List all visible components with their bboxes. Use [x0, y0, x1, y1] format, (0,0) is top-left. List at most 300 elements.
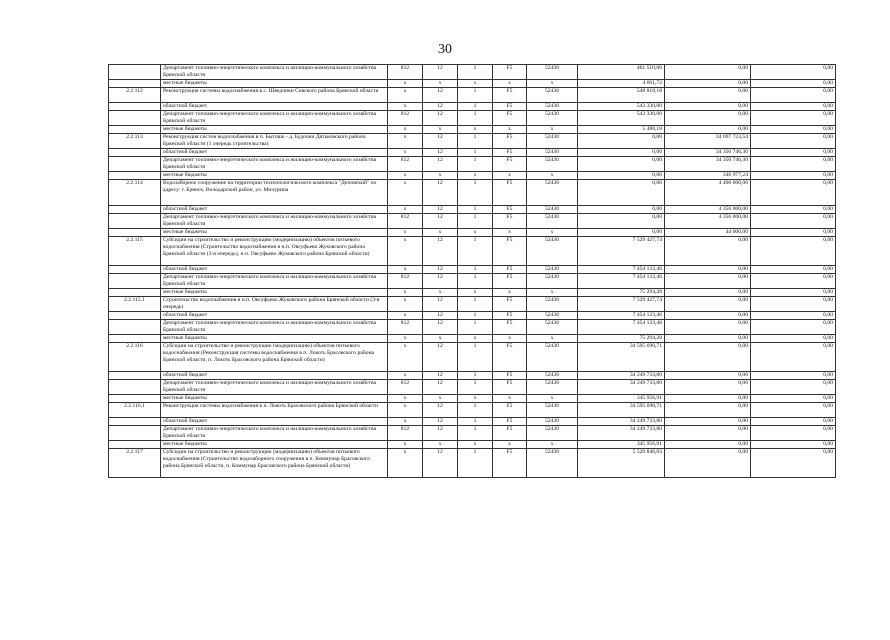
row-name: областной бюджет	[161, 265, 388, 273]
row-amount-year-3: 0,00	[751, 80, 836, 88]
row-amount-year-2: 0,00	[665, 311, 751, 319]
row-grbs: 812	[388, 111, 423, 126]
table-row	[109, 440, 836, 448]
row-amount-year-2: 0,00	[665, 402, 751, 417]
row-amount-year-3: 0,00	[751, 236, 836, 265]
row-grbs: x	[388, 311, 423, 319]
row-amount-year-1: 7 529 427,74	[578, 296, 665, 311]
row-name: Реконструкция системы водоснабжения в п. Локоть Брасовского района Брянской области	[161, 402, 388, 417]
row-name: местные бюджеты	[161, 440, 388, 448]
row-grbs: x	[388, 103, 423, 111]
row-subsection: 1	[458, 213, 493, 228]
row-code	[109, 417, 161, 425]
row-amount-year-3: 0,00	[751, 417, 836, 425]
row-section: 12	[423, 213, 458, 228]
row-code	[109, 157, 161, 172]
row-section: x	[423, 172, 458, 180]
row-expense-type: x	[527, 228, 578, 236]
table-row	[109, 288, 836, 296]
table-row	[109, 111, 836, 126]
row-subsection: 1	[458, 134, 493, 149]
row-code	[109, 149, 161, 157]
row-subsection: 1	[458, 88, 493, 103]
row-subsection: x	[458, 228, 493, 236]
row-grbs: x	[388, 236, 423, 265]
row-grbs: 812	[388, 425, 423, 440]
row-expense-type: 52430	[527, 311, 578, 319]
row-expense-type: 52430	[527, 103, 578, 111]
row-amount-year-2: 34 350 746,30	[665, 157, 751, 172]
row-subsection: x	[458, 126, 493, 134]
row-target-item: x	[493, 394, 527, 402]
row-amount-year-2: 0,00	[665, 371, 751, 379]
table-row	[109, 448, 836, 477]
row-code	[109, 311, 161, 319]
row-expense-type: 52430	[527, 134, 578, 149]
row-name: областной бюджет	[161, 205, 388, 213]
row-amount-year-3: 0,00	[751, 288, 836, 296]
row-subsection: x	[458, 334, 493, 342]
row-amount-year-3: 0,00	[751, 172, 836, 180]
table-row	[109, 273, 836, 288]
row-amount-year-1: 543 330,00	[578, 103, 665, 111]
table-row	[109, 311, 836, 319]
row-name: местные бюджеты	[161, 80, 388, 88]
row-name: областной бюджет	[161, 149, 388, 157]
row-grbs: 812	[388, 379, 423, 394]
row-expense-type: 52430	[527, 88, 578, 103]
row-amount-year-1: 34 595 690,71	[578, 402, 665, 417]
row-section: x	[423, 80, 458, 88]
row-target-item: F5	[493, 319, 527, 334]
table-row	[109, 236, 836, 265]
row-code	[109, 228, 161, 236]
row-subsection: 1	[458, 205, 493, 213]
row-amount-year-1: 543 330,00	[578, 111, 665, 126]
row-amount-year-1: 7 454 133,46	[578, 273, 665, 288]
row-subsection: 1	[458, 157, 493, 172]
row-name: местные бюджеты	[161, 126, 388, 134]
row-amount-year-1: 7 454 133,46	[578, 265, 665, 273]
row-amount-year-3: 0,00	[751, 425, 836, 440]
row-amount-year-2: 4 400 000,00	[665, 180, 751, 206]
row-expense-type: 52430	[527, 417, 578, 425]
row-subsection: 1	[458, 296, 493, 311]
row-amount-year-1: 345 956,91	[578, 440, 665, 448]
row-code	[109, 265, 161, 273]
row-code: 2.2.115	[109, 236, 161, 265]
row-section: 12	[423, 111, 458, 126]
row-grbs: x	[388, 265, 423, 273]
row-amount-year-1: 345 956,91	[578, 394, 665, 402]
row-amount-year-3: 0,00	[751, 319, 836, 334]
row-code: 2.2.117	[109, 448, 161, 477]
row-code: 2.2.116.1	[109, 402, 161, 417]
row-expense-type: 52430	[527, 379, 578, 394]
row-target-item: F5	[493, 236, 527, 265]
row-section: x	[423, 228, 458, 236]
row-target-item: F5	[493, 296, 527, 311]
table-row	[109, 172, 836, 180]
row-target-item: F5	[493, 265, 527, 273]
row-amount-year-2: 0,00	[665, 80, 751, 88]
row-amount-year-3: 0,00	[751, 111, 836, 126]
row-amount-year-3: 0,00	[751, 296, 836, 311]
row-name: областной бюджет	[161, 311, 388, 319]
row-section: 12	[423, 402, 458, 417]
row-section: 12	[423, 103, 458, 111]
row-amount-year-3: 0,00	[751, 180, 836, 206]
row-amount-year-2: 34 350 746,30	[665, 149, 751, 157]
row-amount-year-1: 0,00	[578, 134, 665, 149]
row-subsection: 1	[458, 65, 493, 80]
row-subsection: x	[458, 80, 493, 88]
table-row	[109, 265, 836, 273]
row-subsection: x	[458, 288, 493, 296]
row-amount-year-3: 0,00	[751, 213, 836, 228]
row-subsection: 1	[458, 236, 493, 265]
row-amount-year-2: 0,00	[665, 379, 751, 394]
row-expense-type: 52430	[527, 213, 578, 228]
row-code	[109, 273, 161, 288]
row-code: 2.2.113	[109, 134, 161, 149]
row-subsection: 1	[458, 111, 493, 126]
row-amount-year-3: 0,00	[751, 342, 836, 371]
row-amount-year-1: 5 520 846,03	[578, 448, 665, 477]
row-subsection: 1	[458, 448, 493, 477]
row-target-item: F5	[493, 88, 527, 103]
row-amount-year-1: 548 818,18	[578, 88, 665, 103]
row-amount-year-2: 0,00	[665, 288, 751, 296]
row-subsection: 1	[458, 402, 493, 417]
row-amount-year-1: 0,00	[578, 149, 665, 157]
row-amount-year-2: 0,00	[665, 394, 751, 402]
row-section: 12	[423, 88, 458, 103]
row-target-item: F5	[493, 157, 527, 172]
row-name: областной бюджет	[161, 371, 388, 379]
row-amount-year-3: 0,00	[751, 157, 836, 172]
row-section: 12	[423, 371, 458, 379]
row-amount-year-1: 0,00	[578, 172, 665, 180]
row-target-item: F5	[493, 134, 527, 149]
row-grbs: x	[388, 394, 423, 402]
row-code	[109, 172, 161, 180]
row-amount-year-1: 0,00	[578, 213, 665, 228]
row-grbs: x	[388, 440, 423, 448]
row-name: местные бюджеты	[161, 288, 388, 296]
row-code	[109, 80, 161, 88]
table-row	[109, 402, 836, 417]
row-subsection: 1	[458, 371, 493, 379]
row-subsection: 1	[458, 379, 493, 394]
table-row	[109, 228, 836, 236]
row-name: Департамент топливно-энергетического комплекса и жилищно-коммунального хозяйства Брянской области	[161, 65, 388, 80]
row-amount-year-3: 0,00	[751, 126, 836, 134]
row-name: местные бюджеты	[161, 172, 388, 180]
row-amount-year-2: 0,00	[665, 319, 751, 334]
row-expense-type: x	[527, 440, 578, 448]
row-subsection: x	[458, 394, 493, 402]
row-expense-type: 52430	[527, 157, 578, 172]
row-name: местные бюджеты	[161, 394, 388, 402]
row-section: x	[423, 440, 458, 448]
table-row	[109, 134, 836, 149]
row-subsection: 1	[458, 425, 493, 440]
row-name: Департамент топливно-энергетического комплекса и жилищно-коммунального хозяйства Брянской области	[161, 111, 388, 126]
row-amount-year-2: 0,00	[665, 236, 751, 265]
table-row	[109, 157, 836, 172]
row-name: Строительство водоснабжения в н.п. Овсуфьево Жуковского района Брянской области (3-я очередь)	[161, 296, 388, 311]
row-code	[109, 440, 161, 448]
row-amount-year-2: 0,00	[665, 265, 751, 273]
table-row	[109, 149, 836, 157]
row-amount-year-2: 346 977,24	[665, 172, 751, 180]
row-section: x	[423, 334, 458, 342]
row-name: Реконструкция систем водоснабжения в п. Бытошь - д. Будочки Дятьковского района Брянской области (1 очередь строительства)	[161, 134, 388, 149]
table-row	[109, 205, 836, 213]
row-amount-year-3: 0,00	[751, 228, 836, 236]
row-code	[109, 319, 161, 334]
row-name: Субсидии на строительство и реконструкцию (модернизацию) объектов питьевого водоснабжения (Реконструкция системы водоснабжения в п. Локоть Брасовского района Брянской области, п. Локоть Брасовского района Брянской области)	[161, 342, 388, 371]
row-amount-year-1: 7 529 427,74	[578, 236, 665, 265]
row-amount-year-2: 0,00	[665, 425, 751, 440]
row-section: 12	[423, 319, 458, 334]
row-target-item: F5	[493, 213, 527, 228]
row-target-item: x	[493, 126, 527, 134]
table-row	[109, 334, 836, 342]
row-amount-year-3: 0,00	[751, 311, 836, 319]
row-amount-year-1: 7 454 133,46	[578, 319, 665, 334]
row-target-item: F5	[493, 402, 527, 417]
row-expense-type: 52430	[527, 448, 578, 477]
row-section: 12	[423, 157, 458, 172]
row-amount-year-2: 0,00	[665, 448, 751, 477]
row-name: Департамент топливно-энергетического комплекса и жилищно-коммунального хозяйства Брянской области	[161, 273, 388, 288]
row-amount-year-3: 0,00	[751, 103, 836, 111]
row-amount-year-3: 0,00	[751, 379, 836, 394]
row-name: Департамент топливно-энергетического комплекса и жилищно-коммунального хозяйства Брянской области	[161, 157, 388, 172]
row-expense-type: x	[527, 126, 578, 134]
row-target-item: F5	[493, 180, 527, 206]
row-subsection: x	[458, 440, 493, 448]
row-subsection: 1	[458, 273, 493, 288]
row-amount-year-2: 0,00	[665, 440, 751, 448]
row-expense-type: 52430	[527, 180, 578, 206]
row-expense-type: 52430	[527, 265, 578, 273]
row-code	[109, 205, 161, 213]
row-name: местные бюджеты	[161, 228, 388, 236]
row-name: Водозаборное сооружение на территории технопологического комплекса "Деповский" по адресу: г. Брянск, Володарский район, ул. Мичурина	[161, 180, 388, 206]
row-code: 2.2.115.1	[109, 296, 161, 311]
row-target-item: F5	[493, 379, 527, 394]
row-amount-year-2: 0,00	[665, 65, 751, 80]
row-target-item: F5	[493, 111, 527, 126]
row-code	[109, 425, 161, 440]
row-amount-year-3: 0,00	[751, 205, 836, 213]
table-row	[109, 213, 836, 228]
row-expense-type: 52430	[527, 236, 578, 265]
row-grbs: x	[388, 402, 423, 417]
row-section: 12	[423, 273, 458, 288]
row-amount-year-1: 7 454 133,46	[578, 311, 665, 319]
row-section: x	[423, 288, 458, 296]
row-target-item: x	[493, 172, 527, 180]
row-expense-type: 52430	[527, 371, 578, 379]
row-grbs: x	[388, 126, 423, 134]
row-expense-type: 52430	[527, 65, 578, 80]
row-name: областной бюджет	[161, 417, 388, 425]
row-grbs: x	[388, 288, 423, 296]
row-amount-year-2: 0,00	[665, 342, 751, 371]
table-row	[109, 319, 836, 334]
row-grbs: x	[388, 88, 423, 103]
table-row	[109, 65, 836, 80]
row-section: 12	[423, 311, 458, 319]
table-body	[109, 65, 836, 478]
row-target-item: F5	[493, 103, 527, 111]
row-expense-type: 52430	[527, 342, 578, 371]
row-name: Департамент топливно-энергетического комплекса и жилищно-коммунального хозяйства Брянской области	[161, 379, 388, 394]
row-target-item: F5	[493, 425, 527, 440]
row-grbs: x	[388, 149, 423, 157]
row-subsection: 1	[458, 265, 493, 273]
row-target-item: F5	[493, 149, 527, 157]
row-amount-year-1: 5 488,18	[578, 126, 665, 134]
row-code	[109, 371, 161, 379]
row-grbs: x	[388, 371, 423, 379]
row-expense-type: 52430	[527, 273, 578, 288]
row-name: Департамент топливно-энергетического комплекса и жилищно-коммунального хозяйства Брянской области	[161, 319, 388, 334]
row-grbs: x	[388, 172, 423, 180]
row-grbs: x	[388, 334, 423, 342]
row-grbs: x	[388, 448, 423, 477]
row-section: 12	[423, 236, 458, 265]
row-amount-year-2: 0,00	[665, 88, 751, 103]
row-amount-year-2: 0,00	[665, 273, 751, 288]
row-code	[109, 379, 161, 394]
page-number: 30	[438, 42, 452, 57]
table-row	[109, 80, 836, 88]
row-grbs: 812	[388, 273, 423, 288]
table-row	[109, 371, 836, 379]
row-grbs: x	[388, 205, 423, 213]
row-section: 12	[423, 342, 458, 371]
row-code	[109, 213, 161, 228]
row-amount-year-1: 75 294,28	[578, 288, 665, 296]
row-grbs: x	[388, 417, 423, 425]
table-row	[109, 180, 836, 206]
row-grbs: 812	[388, 157, 423, 172]
row-name: Департамент топливно-энергетического комплекса и жилищно-коммунального хозяйства Брянской области	[161, 425, 388, 440]
row-section: 12	[423, 417, 458, 425]
table-row	[109, 103, 836, 111]
row-grbs: x	[388, 228, 423, 236]
row-amount-year-3: 0,00	[751, 273, 836, 288]
row-name: Субсидии на строительство и реконструкцию (модернизацию) объектов питьевого водоснабжения (Строительство водозаборного сооружения в п. Коммунар Брасовского района Брянской области, п. Коммунар Брасовского района Брянской области)	[161, 448, 388, 477]
row-subsection: 1	[458, 311, 493, 319]
row-amount-year-1: 4 661,72	[578, 80, 665, 88]
row-target-item: x	[493, 228, 527, 236]
row-amount-year-2: 34 697 723,54	[665, 134, 751, 149]
row-target-item: F5	[493, 273, 527, 288]
row-target-item: F5	[493, 205, 527, 213]
table-row	[109, 394, 836, 402]
row-amount-year-1: 0,00	[578, 205, 665, 213]
row-code	[109, 334, 161, 342]
row-amount-year-2: 0,00	[665, 334, 751, 342]
row-target-item: F5	[493, 65, 527, 80]
row-grbs: 812	[388, 65, 423, 80]
table-row	[109, 296, 836, 311]
row-section: 12	[423, 379, 458, 394]
row-subsection: 1	[458, 180, 493, 206]
row-amount-year-1: 34 249 733,80	[578, 371, 665, 379]
row-name: областной бюджет	[161, 103, 388, 111]
row-code: 2.2.112	[109, 88, 161, 103]
row-grbs: x	[388, 180, 423, 206]
row-section: 12	[423, 296, 458, 311]
row-amount-year-2: 0,00	[665, 417, 751, 425]
row-amount-year-3: 0,00	[751, 265, 836, 273]
row-code: 2.2.114	[109, 180, 161, 206]
table-row	[109, 425, 836, 440]
row-target-item: x	[493, 334, 527, 342]
row-name: Реконструкция системы водоснабжения в с. Шведчики Севского района Брянской области	[161, 88, 388, 103]
row-expense-type: x	[527, 172, 578, 180]
row-amount-year-3: 0,00	[751, 334, 836, 342]
row-amount-year-1: 75 294,28	[578, 334, 665, 342]
row-amount-year-2: 4 356 000,00	[665, 205, 751, 213]
row-grbs: x	[388, 134, 423, 149]
row-target-item: F5	[493, 342, 527, 371]
row-name: Департамент топливно-энергетического комплекса и жилищно-коммунального хозяйства Брянской области	[161, 213, 388, 228]
row-amount-year-3: 0,00	[751, 65, 836, 80]
row-expense-type: 52430	[527, 296, 578, 311]
row-target-item: F5	[493, 311, 527, 319]
row-code	[109, 103, 161, 111]
row-amount-year-3: 0,00	[751, 402, 836, 417]
row-grbs: x	[388, 80, 423, 88]
row-subsection: 1	[458, 149, 493, 157]
row-subsection: 1	[458, 342, 493, 371]
row-expense-type: 52430	[527, 425, 578, 440]
row-target-item: x	[493, 80, 527, 88]
row-section: 12	[423, 134, 458, 149]
row-subsection: 1	[458, 319, 493, 334]
table-row	[109, 126, 836, 134]
row-amount-year-3: 0,00	[751, 440, 836, 448]
row-code	[109, 126, 161, 134]
row-section: 12	[423, 65, 458, 80]
row-target-item: F5	[493, 371, 527, 379]
row-section: 12	[423, 205, 458, 213]
row-target-item: F5	[493, 448, 527, 477]
row-section: x	[423, 126, 458, 134]
row-grbs: 812	[388, 319, 423, 334]
row-target-item: x	[493, 440, 527, 448]
row-amount-year-1: 0,00	[578, 228, 665, 236]
row-amount-year-2: 0,00	[665, 111, 751, 126]
row-target-item: x	[493, 288, 527, 296]
row-expense-type: 52430	[527, 111, 578, 126]
row-expense-type: x	[527, 334, 578, 342]
row-amount-year-2: 4 356 000,00	[665, 213, 751, 228]
row-code	[109, 111, 161, 126]
row-amount-year-3: 0,00	[751, 394, 836, 402]
row-amount-year-1: 34 249 733,80	[578, 425, 665, 440]
row-section: 12	[423, 149, 458, 157]
row-expense-type: 52430	[527, 319, 578, 334]
